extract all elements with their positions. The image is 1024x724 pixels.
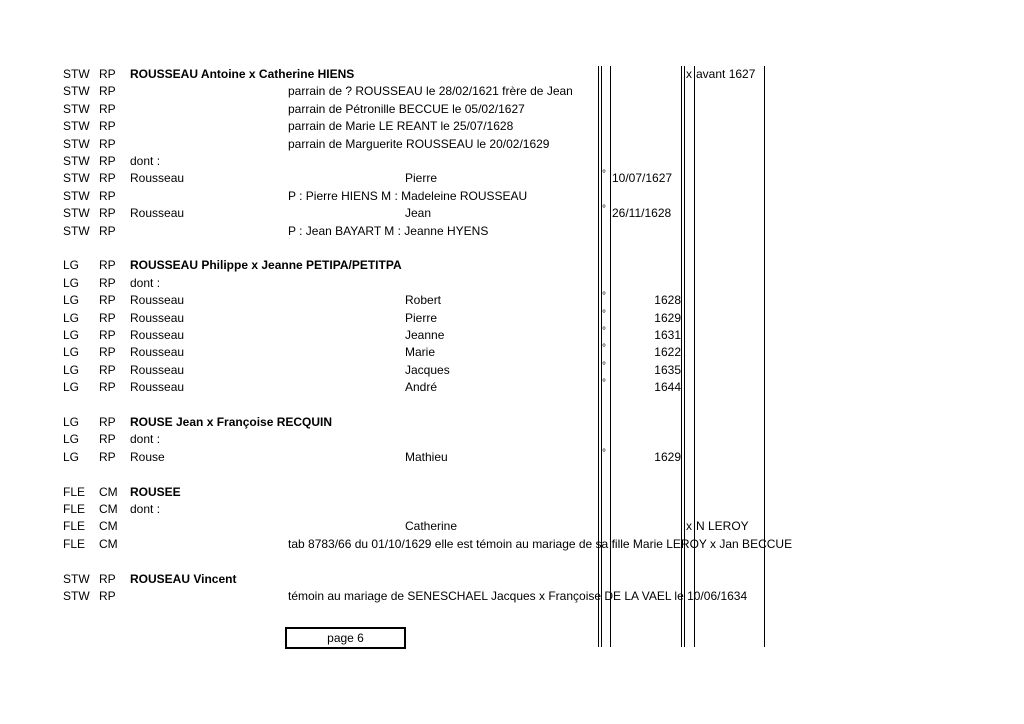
baptism-mark: ° [602,204,606,215]
register-row [0,66,1024,83]
register-row [0,118,1024,135]
year-cell: 1622 [654,345,681,359]
register-code: CM [99,502,118,516]
source-code: LG [63,328,80,342]
register-code: RP [99,572,116,586]
firstname-cell: Marie [405,345,436,359]
remark-cell: tab 8783/66 du 01/10/1629 elle est témoin au mariage de sa fille Marie LEROY x Jan BECCUE [288,537,793,551]
page-number: page 6 [285,627,406,649]
source-code: LG [63,258,80,272]
marriage-mark: x [686,519,692,533]
register-row [0,83,1024,100]
register-row [0,223,1024,240]
source-code: STW [63,189,90,203]
source-code: FLE [63,519,86,533]
remark-cell: parrain de Marguerite ROUSSEAU le 20/02/1629 [288,137,550,151]
register-code: RP [99,589,116,603]
year-cell: 1644 [654,380,681,394]
register-row [0,136,1024,153]
remark-cell: P : Jean BAYART M : Jeanne HYENS [288,224,489,238]
register-row [0,327,1024,344]
surname-cell: ROUSSEAU Philippe x Jeanne PETIPA/PETITPA [130,258,402,272]
register-code: RP [99,415,116,429]
year-cell: 1628 [654,293,681,307]
register-code: RP [99,171,116,185]
marriage-note: avant 1627 [696,67,756,81]
surname-cell: Rouse [130,450,165,464]
year-cell: 1631 [654,328,681,342]
baptism-mark: ° [602,361,606,372]
register-code: RP [99,432,116,446]
register-code: RP [99,224,116,238]
source-code: FLE [63,537,86,551]
register-row [0,188,1024,205]
source-code: STW [63,224,90,238]
register-code: RP [99,137,116,151]
surname-cell: Rousseau [130,380,185,394]
remark-cell: parrain de Marie LE REANT le 25/07/1628 [288,119,514,133]
marriage-note: N LEROY [696,519,749,533]
source-code: LG [63,450,80,464]
register-code: RP [99,119,116,133]
register-code: RP [99,380,116,394]
surname-cell: dont : [130,154,161,168]
source-code: LG [63,276,80,290]
register-code: CM [99,537,118,551]
surname-cell: ROUSSEAU Antoine x Catherine HIENS [130,67,355,81]
register-row [0,379,1024,396]
register-row [0,484,1024,501]
register-code: RP [99,450,116,464]
surname-cell: ROUSEE [130,485,181,499]
surname-cell: Rousseau [130,293,185,307]
surname-cell: Rousseau [130,363,185,377]
register-code: RP [99,102,116,116]
firstname-cell: Robert [405,293,442,307]
firstname-cell: Jeanne [405,328,445,342]
year-cell: 1629 [654,311,681,325]
register-row [0,205,1024,222]
register-row [0,275,1024,292]
register-row [0,571,1024,588]
register-row [0,362,1024,379]
baptism-mark: ° [602,378,606,389]
firstname-cell: Mathieu [405,450,448,464]
firstname-cell: Pierre [405,171,438,185]
source-code: STW [63,102,90,116]
surname-cell: ROUSE Jean x Françoise RECQUIN [130,415,333,429]
baptism-mark: ° [602,309,606,320]
source-code: STW [63,84,90,98]
source-code: STW [63,119,90,133]
register-row [0,431,1024,448]
year-cell: 1635 [654,363,681,377]
date-cell: 26/11/1628 [612,206,672,220]
register-code: RP [99,311,116,325]
source-code: STW [63,137,90,151]
marriage-mark: x [686,67,692,81]
baptism-mark: ° [602,169,606,180]
source-code: LG [63,432,80,446]
source-code: LG [63,293,80,307]
register-row [0,344,1024,361]
register-row [0,101,1024,118]
register-code: CM [99,485,118,499]
source-code: STW [63,589,90,603]
surname-cell: ROUSEAU Vincent [130,572,237,586]
register-row [0,153,1024,170]
register-row [0,414,1024,431]
surname-cell: dont : [130,276,161,290]
register-code: RP [99,154,116,168]
source-code: STW [63,154,90,168]
source-code: STW [63,206,90,220]
surname-cell: Rousseau [130,206,185,220]
register-code: RP [99,345,116,359]
register-code: RP [99,67,116,81]
register-code: RP [99,206,116,220]
firstname-cell: Jean [405,206,432,220]
remark-cell: P : Pierre HIENS M : Madeleine ROUSSEAU [288,189,528,203]
source-code: LG [63,363,80,377]
date-cell: 10/07/1627 [612,171,673,185]
surname-cell: Rousseau [130,171,185,185]
surname-cell: Rousseau [130,345,185,359]
source-code: FLE [63,485,86,499]
firstname-cell: Catherine [405,519,458,533]
remark-cell: parrain de ? ROUSSEAU le 28/02/1621 frère de Jean [288,84,573,98]
source-code: STW [63,67,90,81]
register-code: RP [99,363,116,377]
register-code: RP [99,258,116,272]
source-code: LG [63,415,80,429]
firstname-cell: Jacques [405,363,450,377]
source-code: LG [63,380,80,394]
remark-cell: parrain de Pétronille BECCUE le 05/02/1627 [288,102,525,116]
register-code: RP [99,84,116,98]
register-code: RP [99,293,116,307]
register-code: RP [99,328,116,342]
register-code: RP [99,189,116,203]
source-code: STW [63,572,90,586]
firstname-cell: Pierre [405,311,438,325]
source-code: LG [63,345,80,359]
surname-cell: dont : [130,432,161,446]
source-code: STW [63,171,90,185]
baptism-mark: ° [602,326,606,337]
register-row [0,518,1024,535]
register-row [0,501,1024,518]
source-code: FLE [63,502,86,516]
register-row [0,449,1024,466]
register-row [0,310,1024,327]
register-code: CM [99,519,118,533]
baptism-mark: ° [602,448,606,459]
surname-cell: dont : [130,502,161,516]
register-row [0,257,1024,274]
surname-cell: Rousseau [130,311,185,325]
source-code: LG [63,311,80,325]
register-row [0,292,1024,309]
remark-cell: témoin au mariage de SENESCHAEL Jacques x Françoise DE LA VAEL le 10/06/1634 [288,589,748,603]
register-row [0,588,1024,605]
register-row [0,536,1024,553]
firstname-cell: André [405,380,438,394]
baptism-mark: ° [602,343,606,354]
register-code: RP [99,276,116,290]
register-row [0,170,1024,187]
year-cell: 1629 [654,450,681,464]
surname-cell: Rousseau [130,328,185,342]
baptism-mark: ° [602,291,606,302]
